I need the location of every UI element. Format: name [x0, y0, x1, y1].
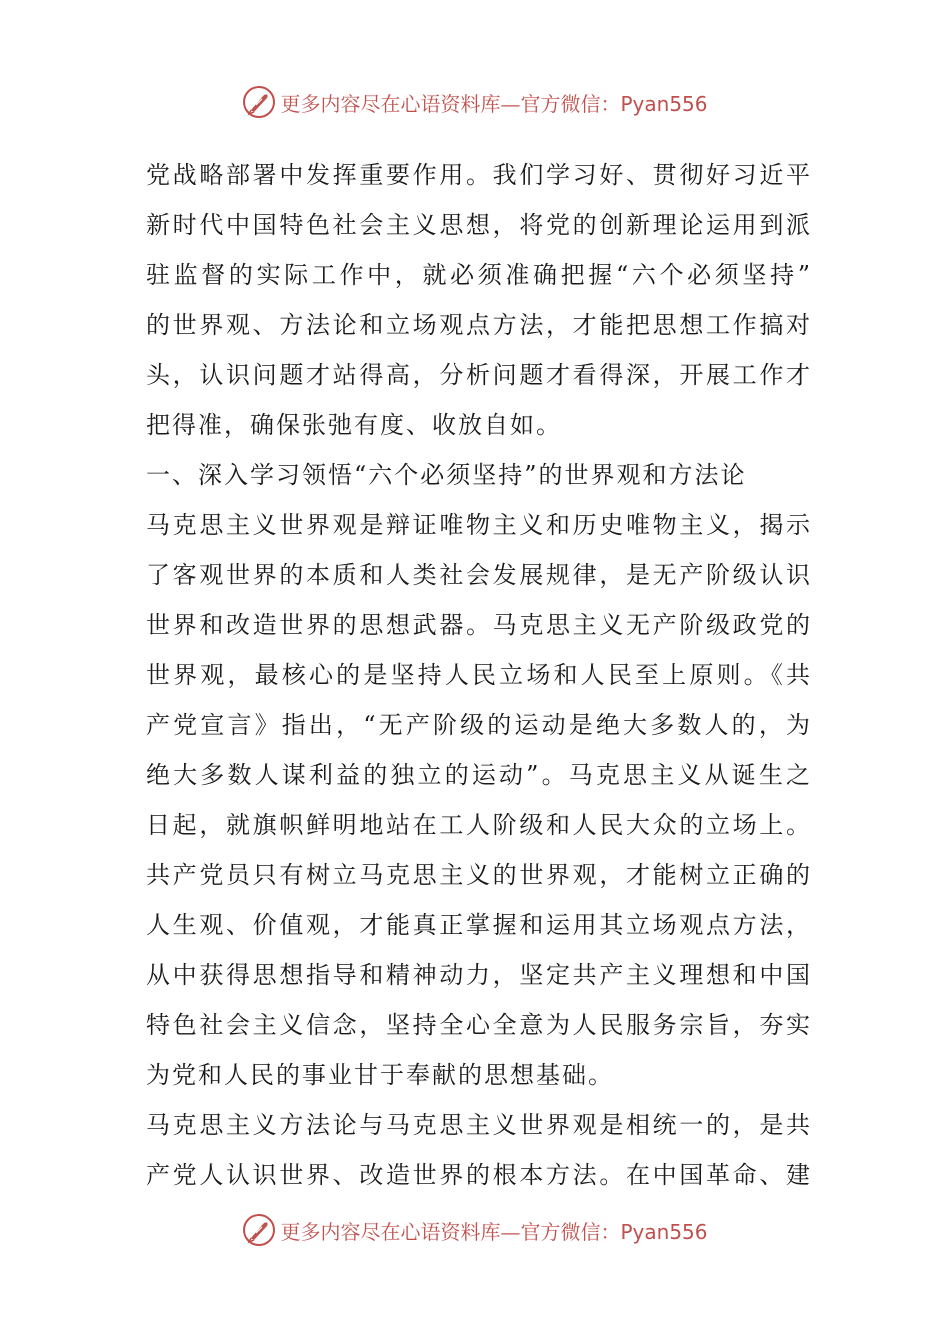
body-line: 世界观，最核心的是坚持人民立场和人民至上原则。《共 [146, 661, 810, 689]
footer-banner-text [280, 1216, 707, 1245]
header-banner [0, 80, 950, 124]
body-line: 马克思主义方法论与马克思主义世界观是相统一的，是共 [146, 1111, 810, 1139]
body-line: 党战略部署中发挥重要作用。我们学习好、贯彻好习近平 [146, 161, 810, 189]
body-line: 从中获得思想指导和精神动力，坚定共产主义理想和中国 [146, 961, 810, 989]
body-line: 人生观、价值观，才能真正掌握和运用其立场观点方法， [146, 911, 810, 939]
footer-banner-label: 更多内容尽在心语资料库—官方微信： [280, 1219, 621, 1244]
body-line: 把得准，确保张弛有度、收放自如。 [146, 411, 562, 439]
quill-logo-icon [242, 1213, 276, 1247]
footer-wechat-id: Pyan556 [620, 1219, 708, 1244]
body-line: 的世界观、方法论和立场观点方法，才能把思想工作搞对 [146, 311, 810, 339]
body-line: 驻监督的实际工作中，就必须准确把握“六个必须坚持” [146, 261, 810, 289]
body-line: 产党人认识世界、改造世界的根本方法。在中国革命、建 [146, 1161, 810, 1189]
body-line: 绝大多数人谋利益的独立的运动”。马克思主义从诞生之 [146, 761, 810, 789]
body-line: 马克思主义世界观是辩证唯物主义和历史唯物主义，揭示 [146, 511, 810, 539]
body-line: 共产党员只有树立马克思主义的世界观，才能树立正确的 [146, 861, 810, 889]
body-line: 新时代中国特色社会主义思想，将党的创新理论运用到派 [146, 211, 810, 239]
header-banner-label: 更多内容尽在心语资料库—官方微信： [280, 91, 621, 116]
body-line: 日起，就旗帜鲜明地站在工人阶级和人民大众的立场上。 [146, 811, 810, 839]
header-wechat-id: Pyan556 [620, 91, 708, 116]
body-line: 头，认识问题才站得高，分析问题才看得深，开展工作才 [146, 361, 810, 389]
body-line: 产党宣言》指出，“无产阶级的运动是绝大多数人的，为 [146, 711, 810, 739]
document-body [146, 150, 810, 1200]
footer-banner [0, 1208, 950, 1252]
body-line: 世界和改造世界的思想武器。马克思主义无产阶级政党的 [146, 611, 810, 639]
section-heading: 一、深入学习领悟“六个必须坚持”的世界观和方法论 [146, 461, 747, 489]
body-line: 为党和人民的事业甘于奉献的思想基础。 [146, 1061, 614, 1089]
quill-logo-icon [242, 85, 276, 119]
body-line: 了客观世界的本质和人类社会发展规律，是无产阶级认识 [146, 561, 810, 589]
header-banner-text [280, 88, 707, 117]
body-line: 特色社会主义信念，坚持全心全意为人民服务宗旨，夯实 [146, 1011, 810, 1039]
